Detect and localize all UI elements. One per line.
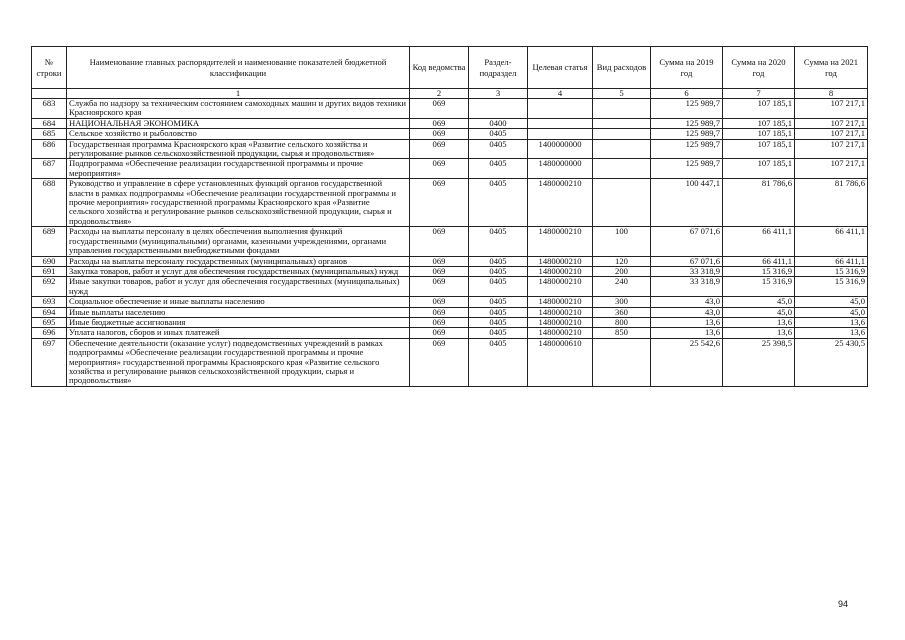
row-number: 689 bbox=[32, 227, 67, 256]
row-sum-2020: 107 185,1 bbox=[723, 99, 795, 119]
row-name: Расходы на выплаты персоналу в целях обеспечения выполнения функций государственными (муниципальными) органами, казенными учреждениями, органами управления государственными внебюджетными фондами bbox=[67, 227, 410, 256]
row-sum-2021: 107 217,1 bbox=[795, 99, 868, 119]
row-sum-2019: 33 318,9 bbox=[651, 266, 723, 276]
row-sum-2021: 81 786,6 bbox=[795, 179, 868, 227]
column-number: 4 bbox=[528, 89, 593, 99]
table-row bbox=[32, 139, 868, 159]
row-expense-type: 800 bbox=[593, 317, 651, 327]
row-sum-2020: 66 411,1 bbox=[723, 256, 795, 266]
row-sum-2020: 107 185,1 bbox=[723, 118, 795, 128]
row-number: 697 bbox=[32, 338, 67, 386]
row-expense-type bbox=[593, 179, 651, 227]
row-target-item: 1480000210 bbox=[528, 227, 593, 256]
row-sum-2021: 107 217,1 bbox=[795, 159, 868, 179]
row-expense-type bbox=[593, 159, 651, 179]
row-target-item: 1480000210 bbox=[528, 317, 593, 327]
row-target-item: 1400000000 bbox=[528, 139, 593, 159]
row-department-code: 069 bbox=[410, 179, 469, 227]
row-sum-2020: 15 316,9 bbox=[723, 266, 795, 276]
row-sum-2019: 125 989,7 bbox=[651, 129, 723, 139]
header-sum-2019: Сумма на 2019 год bbox=[651, 47, 723, 89]
header-expense-type: Вид расходов bbox=[593, 47, 651, 89]
row-name: Служба по надзору за техническим состоянием самоходных машин и других видов техники Красноярского края bbox=[67, 99, 410, 119]
row-name: Иные бюджетные ассигнования bbox=[67, 317, 410, 327]
row-section: 0405 bbox=[469, 159, 528, 179]
row-name: Социальное обеспечение и иные выплаты населению bbox=[67, 297, 410, 307]
row-number: 684 bbox=[32, 118, 67, 128]
budget-table bbox=[31, 46, 868, 387]
row-section: 0405 bbox=[469, 277, 528, 297]
row-target-item: 1480000000 bbox=[528, 159, 593, 179]
row-department-code: 069 bbox=[410, 317, 469, 327]
row-department-code: 069 bbox=[410, 338, 469, 386]
header-section: Раздел-подраздел bbox=[469, 47, 528, 89]
row-name: Иные выплаты населению bbox=[67, 307, 410, 317]
row-section: 0405 bbox=[469, 129, 528, 139]
row-expense-type bbox=[593, 118, 651, 128]
column-number: 1 bbox=[67, 89, 410, 99]
row-expense-type: 120 bbox=[593, 256, 651, 266]
row-sum-2019: 125 989,7 bbox=[651, 99, 723, 119]
row-name: Сельское хозяйство и рыболовство bbox=[67, 129, 410, 139]
row-section: 0405 bbox=[469, 256, 528, 266]
table-row bbox=[32, 277, 868, 297]
table-row bbox=[32, 227, 868, 256]
row-target-item: 1480000210 bbox=[528, 297, 593, 307]
row-sum-2019: 67 071,6 bbox=[651, 227, 723, 256]
row-sum-2020: 45,0 bbox=[723, 297, 795, 307]
row-name: Расходы на выплаты персоналу государственных (муниципальных) органов bbox=[67, 256, 410, 266]
row-expense-type: 360 bbox=[593, 307, 651, 317]
row-department-code: 069 bbox=[410, 227, 469, 256]
row-sum-2020: 66 411,1 bbox=[723, 227, 795, 256]
row-name: Обеспечение деятельности (оказание услуг) подведомственных учреждений в рамках подпрограммы «Обеспечение реализации государственной программы и прочие мероприятия» государственной программы Красноярского края «Развитие сельского хозяйства и регулирование рынков сельскохозяйственной продукции, сырья и продовольствия» bbox=[67, 338, 410, 386]
header-department-code: Код ведомства bbox=[410, 47, 469, 89]
row-section: 0405 bbox=[469, 328, 528, 338]
row-sum-2021: 66 411,1 bbox=[795, 227, 868, 256]
row-name: Закупка товаров, работ и услуг для обеспечения государственных (муниципальных) нужд bbox=[67, 266, 410, 276]
column-number: 6 bbox=[651, 89, 723, 99]
row-sum-2019: 43,0 bbox=[651, 297, 723, 307]
header-sum-2020: Сумма на 2020 год bbox=[723, 47, 795, 89]
row-sum-2021: 45,0 bbox=[795, 297, 868, 307]
table-row bbox=[32, 328, 868, 338]
row-name: Подпрограмма «Обеспечение реализации государственной программы и прочие мероприятия» bbox=[67, 159, 410, 179]
row-expense-type: 300 bbox=[593, 297, 651, 307]
row-number: 693 bbox=[32, 297, 67, 307]
row-sum-2020: 13,6 bbox=[723, 317, 795, 327]
column-number-row bbox=[32, 89, 868, 99]
row-target-item: 1480000210 bbox=[528, 266, 593, 276]
table-row bbox=[32, 179, 868, 227]
column-number bbox=[32, 89, 67, 99]
row-number: 695 bbox=[32, 317, 67, 327]
row-sum-2019: 125 989,7 bbox=[651, 139, 723, 159]
row-expense-type: 200 bbox=[593, 266, 651, 276]
table-row bbox=[32, 297, 868, 307]
row-sum-2021: 13,6 bbox=[795, 328, 868, 338]
row-department-code: 069 bbox=[410, 277, 469, 297]
row-sum-2019: 125 989,7 bbox=[651, 118, 723, 128]
row-target-item bbox=[528, 129, 593, 139]
row-target-item: 1480000210 bbox=[528, 256, 593, 266]
row-sum-2020: 107 185,1 bbox=[723, 129, 795, 139]
row-name: Уплата налогов, сборов и иных платежей bbox=[67, 328, 410, 338]
row-sum-2021: 25 430,5 bbox=[795, 338, 868, 386]
row-expense-type bbox=[593, 99, 651, 119]
row-department-code: 069 bbox=[410, 139, 469, 159]
table-row bbox=[32, 317, 868, 327]
row-expense-type bbox=[593, 139, 651, 159]
row-number: 692 bbox=[32, 277, 67, 297]
row-sum-2021: 107 217,1 bbox=[795, 139, 868, 159]
row-sum-2020: 45,0 bbox=[723, 307, 795, 317]
row-name: Государственная программа Красноярского края «Развитие сельского хозяйства и регулирование рынков сельскохозяйственной продукции, сырья и продовольствия» bbox=[67, 139, 410, 159]
row-section: 0405 bbox=[469, 179, 528, 227]
row-sum-2021: 15 316,9 bbox=[795, 266, 868, 276]
row-section: 0405 bbox=[469, 307, 528, 317]
table-row bbox=[32, 307, 868, 317]
row-sum-2021: 13,6 bbox=[795, 317, 868, 327]
row-target-item: 1480000210 bbox=[528, 307, 593, 317]
header-sum-2021: Сумма на 2021 год bbox=[795, 47, 868, 89]
row-name: Руководство и управление в сфере установленных функций органов государственной власти в рамках подпрограммы «Обеспечение реализации государственной программы и прочие мероприятия» государственной программы Красноярского края «Развитие сельского хозяйства и регулирование рынков сельскохозяйственной продукции, сырья и продовольствия» bbox=[67, 179, 410, 227]
row-target-item bbox=[528, 99, 593, 119]
row-department-code: 069 bbox=[410, 99, 469, 119]
row-target-item bbox=[528, 118, 593, 128]
row-name: НАЦИОНАЛЬНАЯ ЭКОНОМИКА bbox=[67, 118, 410, 128]
row-department-code: 069 bbox=[410, 266, 469, 276]
row-sum-2020: 25 398,5 bbox=[723, 338, 795, 386]
header-target-item: Целевая статья bbox=[528, 47, 593, 89]
row-sum-2021: 107 217,1 bbox=[795, 118, 868, 128]
row-department-code: 069 bbox=[410, 118, 469, 128]
table-row bbox=[32, 338, 868, 386]
row-section: 0400 bbox=[469, 118, 528, 128]
row-sum-2019: 43,0 bbox=[651, 307, 723, 317]
table-row bbox=[32, 99, 868, 119]
row-expense-type: 100 bbox=[593, 227, 651, 256]
row-department-code: 069 bbox=[410, 307, 469, 317]
row-name: Иные закупки товаров, работ и услуг для обеспечения государственных (муниципальных) нужд bbox=[67, 277, 410, 297]
row-number: 687 bbox=[32, 159, 67, 179]
budget-table-sheet bbox=[31, 46, 867, 387]
row-sum-2019: 13,6 bbox=[651, 317, 723, 327]
column-number: 3 bbox=[469, 89, 528, 99]
header-row bbox=[32, 47, 868, 89]
row-target-item: 1480000210 bbox=[528, 179, 593, 227]
row-section: 0405 bbox=[469, 317, 528, 327]
row-expense-type bbox=[593, 129, 651, 139]
row-sum-2021: 45,0 bbox=[795, 307, 868, 317]
row-department-code: 069 bbox=[410, 297, 469, 307]
row-sum-2020: 107 185,1 bbox=[723, 139, 795, 159]
row-sum-2019: 67 071,6 bbox=[651, 256, 723, 266]
row-section: 0405 bbox=[469, 227, 528, 256]
row-sum-2019: 33 318,9 bbox=[651, 277, 723, 297]
row-expense-type: 850 bbox=[593, 328, 651, 338]
row-section bbox=[469, 99, 528, 119]
table-row bbox=[32, 256, 868, 266]
row-number: 683 bbox=[32, 99, 67, 119]
row-number: 688 bbox=[32, 179, 67, 227]
row-section: 0405 bbox=[469, 266, 528, 276]
row-number: 694 bbox=[32, 307, 67, 317]
column-number: 7 bbox=[723, 89, 795, 99]
row-department-code: 069 bbox=[410, 129, 469, 139]
table-row bbox=[32, 266, 868, 276]
row-sum-2020: 13,6 bbox=[723, 328, 795, 338]
row-number: 690 bbox=[32, 256, 67, 266]
row-sum-2019: 125 989,7 bbox=[651, 159, 723, 179]
row-expense-type: 240 bbox=[593, 277, 651, 297]
row-sum-2019: 25 542,6 bbox=[651, 338, 723, 386]
row-sum-2020: 107 185,1 bbox=[723, 159, 795, 179]
row-sum-2021: 66 411,1 bbox=[795, 256, 868, 266]
header-row-number: № строки bbox=[32, 47, 67, 89]
row-section: 0405 bbox=[469, 338, 528, 386]
column-number: 2 bbox=[410, 89, 469, 99]
row-section: 0405 bbox=[469, 297, 528, 307]
row-number: 691 bbox=[32, 266, 67, 276]
row-sum-2019: 100 447,1 bbox=[651, 179, 723, 227]
row-number: 696 bbox=[32, 328, 67, 338]
row-target-item: 1480000210 bbox=[528, 277, 593, 297]
row-sum-2020: 15 316,9 bbox=[723, 277, 795, 297]
row-sum-2020: 81 786,6 bbox=[723, 179, 795, 227]
row-section: 0405 bbox=[469, 139, 528, 159]
row-sum-2019: 13,6 bbox=[651, 328, 723, 338]
row-sum-2021: 107 217,1 bbox=[795, 129, 868, 139]
row-department-code: 069 bbox=[410, 159, 469, 179]
table-row bbox=[32, 118, 868, 128]
column-number: 8 bbox=[795, 89, 868, 99]
header-name: Наименование главных распорядителей и наименование показателей бюджетной классификации bbox=[67, 47, 410, 89]
table-row bbox=[32, 129, 868, 139]
row-target-item: 1480000610 bbox=[528, 338, 593, 386]
row-department-code: 069 bbox=[410, 256, 469, 266]
row-number: 686 bbox=[32, 139, 67, 159]
row-sum-2021: 15 316,9 bbox=[795, 277, 868, 297]
row-number: 685 bbox=[32, 129, 67, 139]
row-target-item: 1480000210 bbox=[528, 328, 593, 338]
page-number: 94 bbox=[838, 599, 849, 609]
row-expense-type bbox=[593, 338, 651, 386]
column-number: 5 bbox=[593, 89, 651, 99]
row-department-code: 069 bbox=[410, 328, 469, 338]
table-row bbox=[32, 159, 868, 179]
